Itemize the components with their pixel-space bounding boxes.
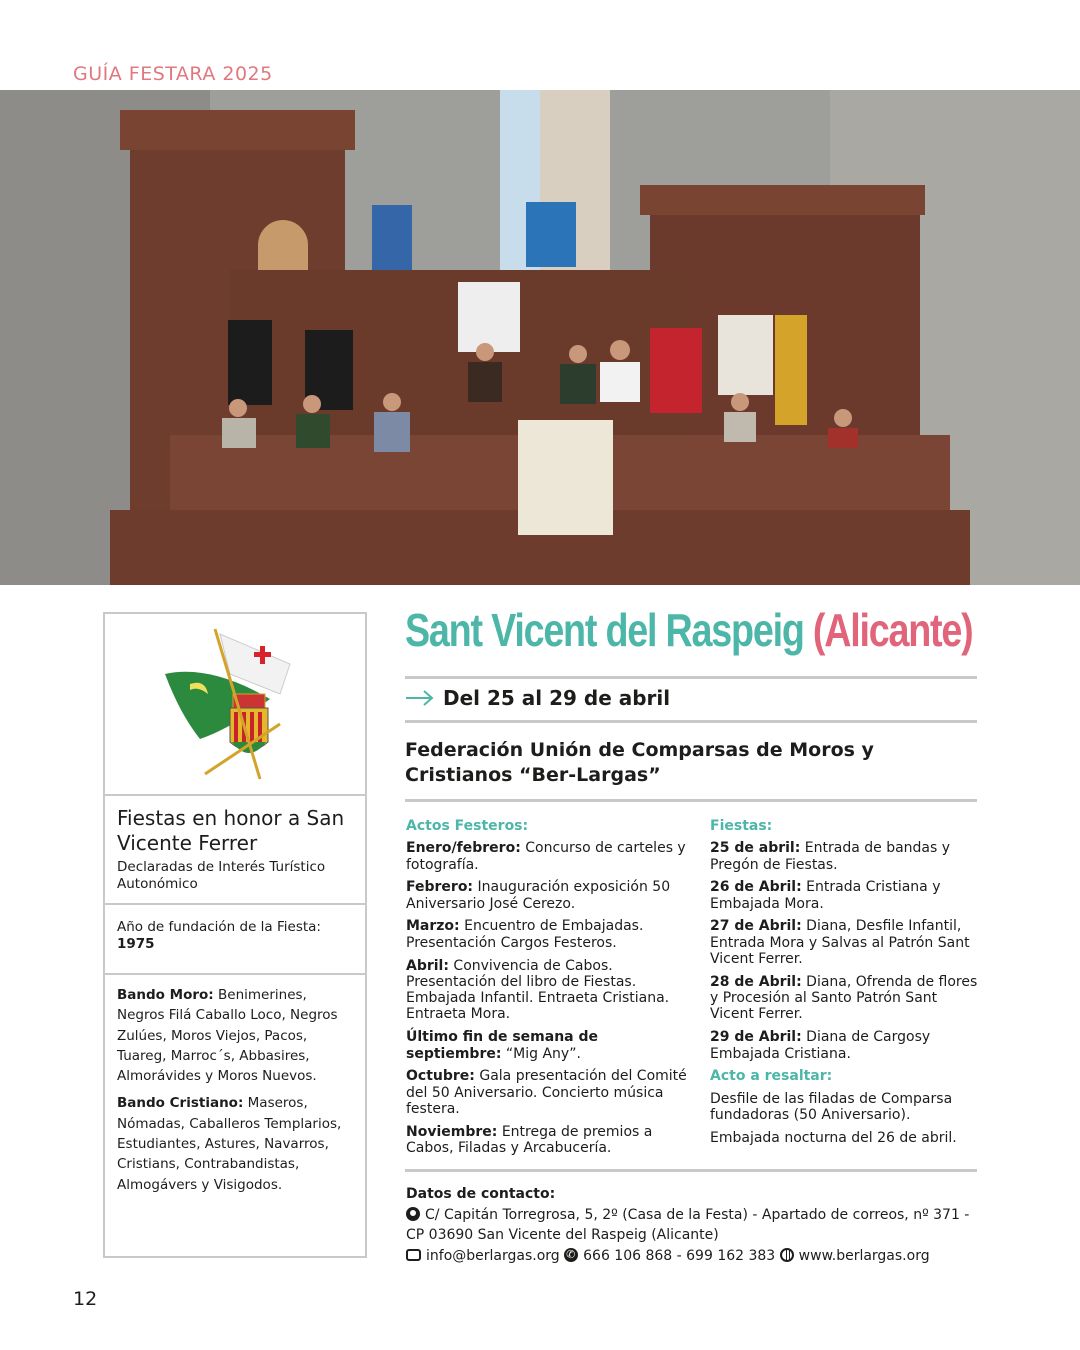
list-item — [710, 840, 980, 873]
bando-moro-text: Benimerines, Negros Filá Caballo Loco, Negros Zulúes, Moros Viejos, Pacos, Tuareg, Marroc´s, Abbasires, Almorávides y Moros Nuevos. — [117, 987, 338, 1085]
item-label: 29 de Abril: — [710, 1029, 802, 1046]
divider — [405, 676, 977, 679]
divider — [405, 1169, 977, 1172]
globe-icon — [780, 1248, 794, 1262]
bando-cristiano-text: Maseros, Nómadas, Caballeros Templarios, Estudiantes, Astures, Navarros, Cristians, Contrabandistas, Almogávers y Visigodos. — [117, 1095, 342, 1193]
item-label: Noviembre: — [406, 1123, 498, 1140]
item-label: 28 de Abril: — [710, 973, 802, 990]
title-city: Sant Vicent del Raspeig — [405, 604, 804, 656]
item-label: Último fin de semana de septiembre: — [406, 1029, 599, 1062]
item-label: Marzo: — [406, 918, 460, 935]
foundation-year: 1975 — [117, 936, 155, 952]
item-text: Diana de Cargosy Embajada Cristiana. — [710, 1029, 931, 1062]
dates-row — [405, 686, 670, 710]
running-head: GUÍA FESTARA 2025 — [73, 63, 273, 85]
item-label: 27 de Abril: — [710, 918, 802, 935]
fiestas — [710, 818, 980, 1153]
item-text: Encuentro de Embajadas. Presentación Cargos Festeros. — [406, 918, 644, 951]
bando-moro — [117, 985, 353, 1086]
address-text: C/ Capitán Torregrosa, 5, 2º (Casa de la Festa) - Apartado de correos, nº 371 - CP 03690 San Vicente del Raspeig (Alicante) — [406, 1206, 970, 1243]
item-text: Gala presentación del Comité del 50 Aniversario. Concierto música festera. — [406, 1068, 687, 1117]
email-icon — [406, 1249, 421, 1261]
item-text: Entrada de bandas y Pregón de Fiestas. — [710, 840, 951, 873]
hero-photo — [0, 90, 1080, 585]
info-sidebar — [103, 612, 367, 1258]
highlight-item: Embajada nocturna del 26 de abril. — [710, 1129, 957, 1146]
fiestas-heading: Fiestas: — [710, 818, 773, 834]
location-pin-icon — [406, 1207, 420, 1221]
list-item — [406, 1068, 691, 1117]
divider — [405, 720, 977, 723]
list-item — [406, 958, 691, 1023]
item-label: Abril: — [406, 957, 449, 974]
bando-cristiano — [117, 1093, 353, 1194]
item-label: Octubre: — [406, 1068, 475, 1085]
bando-moro-label: Bando Moro: — [117, 987, 214, 1003]
item-text: Convivencia de Cabos. Presentación del libro de Fiestas. Embajada Infantil. Entraeta Cristiana. Entraeta Mora. — [406, 957, 670, 1023]
contact-info — [406, 1184, 986, 1266]
item-text: Concurso de carteles y fotografía. — [406, 840, 686, 873]
contact-line — [406, 1246, 986, 1267]
divider — [405, 799, 977, 802]
highlight-heading: Acto a resaltar: — [710, 1068, 833, 1085]
bandos — [105, 975, 365, 1212]
list-item — [406, 918, 691, 951]
item-text: Entrada Cristiana y Embajada Mora. — [710, 879, 941, 912]
list-item — [406, 1029, 691, 1062]
arrow-right-icon — [405, 689, 435, 707]
contact-address — [406, 1205, 986, 1246]
bando-cristiano-label: Bando Cristiano: — [117, 1095, 244, 1112]
item-text: Diana, Ofrenda de flores y Procesión al Santo Patrón Sant Vicent Ferrer. — [710, 973, 978, 1023]
phone-numbers: 666 106 868 - 699 162 383 — [583, 1247, 776, 1264]
organizer: Federación Unión de Comparsas de Moros y Cristianos “Ber-Largas” — [405, 739, 874, 786]
festival-dates: Del 25 al 29 de abril — [443, 686, 671, 710]
contact-heading: Datos de contacto: — [406, 1186, 556, 1202]
actos-festeros — [406, 818, 691, 1163]
item-text: Diana, Desfile Infantil, Entrada Mora y Salvas al Patrón Sant Vicent Ferrer. — [710, 918, 970, 968]
phone-icon — [564, 1248, 578, 1262]
list-item — [710, 879, 980, 912]
list-item — [710, 1029, 980, 1062]
list-item — [406, 1124, 691, 1157]
item-text: Entrega de premios a Cabos, Filadas y Arcabucería. — [406, 1123, 653, 1157]
list-item — [710, 918, 980, 967]
list-item — [406, 840, 691, 873]
foundation-info — [105, 905, 365, 975]
interest-declaration: Declaradas de Interés Turístico Autonómico — [117, 859, 326, 892]
list-item — [406, 879, 691, 912]
page-title — [405, 603, 972, 657]
list-item — [710, 974, 980, 1023]
item-text: Inauguración exposición 50 Aniversario José Cerezo. — [406, 879, 671, 912]
foundation-label: Año de fundación de la Fiesta: — [117, 919, 321, 935]
actos-heading: Actos Festeros: — [406, 818, 529, 834]
title-province: (Alicante) — [812, 604, 973, 656]
item-label: 25 de abril: — [710, 840, 801, 857]
coat-of-arms — [105, 614, 365, 796]
website-link[interactable]: www.berlargas.org — [798, 1247, 930, 1264]
item-label: Enero/febrero: — [406, 840, 521, 857]
item-label: 26 de Abril: — [710, 879, 802, 896]
item-text: “Mig Any”. — [505, 1045, 581, 1062]
page-number: 12 — [73, 1288, 98, 1310]
highlight-item: Desfile de las filadas de Comparsa fundadoras (50 Aniversario). — [710, 1090, 953, 1123]
honor-title: Fiestas en honor a San Vicente Ferrer — [117, 806, 345, 855]
item-label: Febrero: — [406, 879, 474, 896]
email-link[interactable]: info@berlargas.org — [426, 1247, 560, 1264]
